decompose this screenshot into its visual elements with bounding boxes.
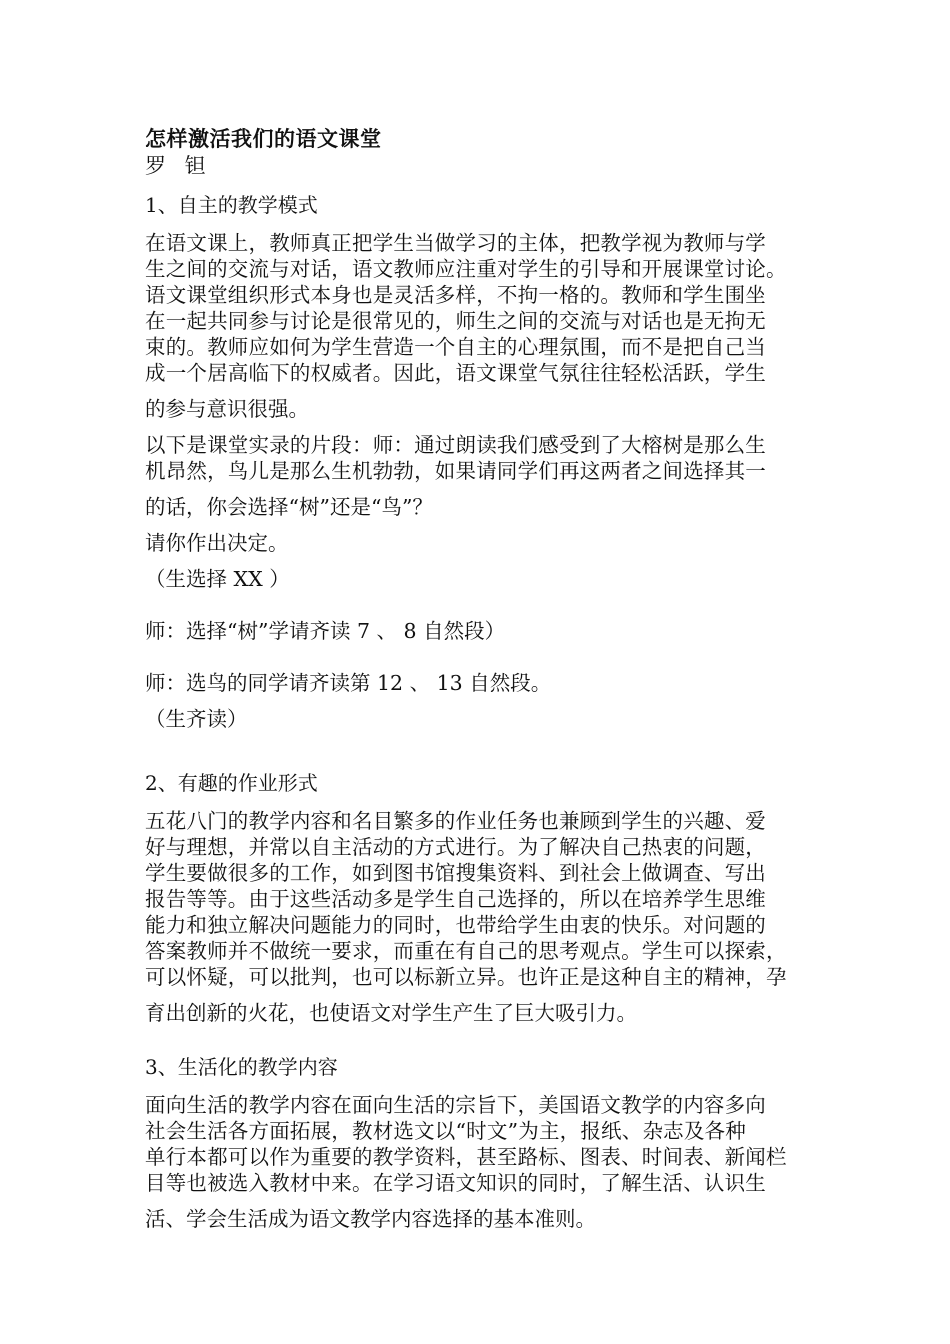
paragraph-line: 成一个居高临下的权威者。因此，语文课堂气氛往往轻松活跃，学生 [145,361,766,385]
section-3-heading: 3、生活化的教学内容 [145,1055,338,1079]
paragraph-line: 束的。教师应如何为学生营造一个自主的心理氛围，而不是把自己当 [145,335,766,359]
paragraph-line: 师：选择“树”学请齐读 7 、 8 自然段） [145,619,506,643]
section-1-paragraph-2 [145,432,825,484]
paragraph-line: 报告等等。由于这些活动多是学生自己选择的，所以在培养学生思维 [145,887,766,911]
section-2-heading: 2、有趣的作业形式 [145,771,318,795]
document-page [145,126,825,1232]
paragraph-line: 活、学会生活成为语文教学内容选择的基本准则。 [145,1207,596,1231]
paragraph-line: 学生要做很多的工作，如到图书馆搜集资料、到社会上做调查、写出 [145,861,766,885]
paragraph-line: 能力和独立解决问题能力的同时，也带给学生由衷的快乐。对问题的 [145,913,766,937]
paragraph-line: 师：选鸟的同学请齐读第 12 、 13 自然段。 [145,671,552,695]
paragraph-line: 以下是课堂实录的片段：师：通过朗读我们感受到了大榕树是那么生 [145,433,766,457]
paragraph-line: 社会生活各方面拓展，教材选文以“时文”为主，报纸、杂志及各种 [145,1119,746,1143]
paragraph-line: 的参与意识很强。 [145,397,309,421]
paragraph-line: 在一起共同参与讨论是很常见的，师生之间的交流与对话也是无拘无 [145,309,766,333]
section-1-heading: 1、自主的教学模式 [145,193,318,217]
document-title: 怎样激活我们的语文课堂 [145,126,382,151]
paragraph-line: （生选择 XX ） [145,567,290,591]
paragraph-line: 五花八门的教学内容和名目繁多的作业任务也兼顾到学生的兴趣、爱 [145,809,766,833]
paragraph-line: 请你作出决定。 [145,531,289,555]
paragraph-line: 在语文课上，教师真正把学生当做学习的主体，把教学视为教师与学 [145,231,766,255]
paragraph-line: 机昂然，鸟儿是那么生机勃勃，如果请同学们再这两者之间选择其一 [145,459,766,483]
section-1-paragraph-1 [145,230,825,386]
paragraph-line: 单行本都可以作为重要的教学资料，甚至路标、图表、时间表、新闻栏 [145,1145,787,1169]
paragraph-line: 可以怀疑，可以批判，也可以标新立异。也许正是这种自主的精神，孕 [145,965,787,989]
paragraph-line: 目等也被选入教材中来。在学习语文知识的同时，了解生活、认识生 [145,1171,766,1195]
section-2-paragraph [145,808,825,990]
paragraph-line: 育出创新的火花，也使语文对学生产生了巨大吸引力。 [145,1001,637,1025]
paragraph-line: （生齐读） [145,707,248,731]
paragraph-line: 答案教师并不做统一要求，而重在有自己的思考观点。学生可以探索， [145,939,787,963]
paragraph-line: 的话，你会选择“树”还是“鸟”？ [145,495,433,519]
paragraph-line: 生之间的交流与对话，语文教师应注重对学生的引导和开展课堂讨论。 [145,257,787,281]
document-author: 罗 钽 [145,154,212,178]
paragraph-line: 面向生活的教学内容在面向生活的宗旨下，美国语文教学的内容多向 [145,1093,766,1117]
paragraph-line: 好与理想，并常以自主活动的方式进行。为了解决自己热衷的问题， [145,835,766,859]
section-3-paragraph [145,1092,825,1196]
paragraph-line: 语文课堂组织形式本身也是灵活多样，不拘一格的。教师和学生围坐 [145,283,766,307]
